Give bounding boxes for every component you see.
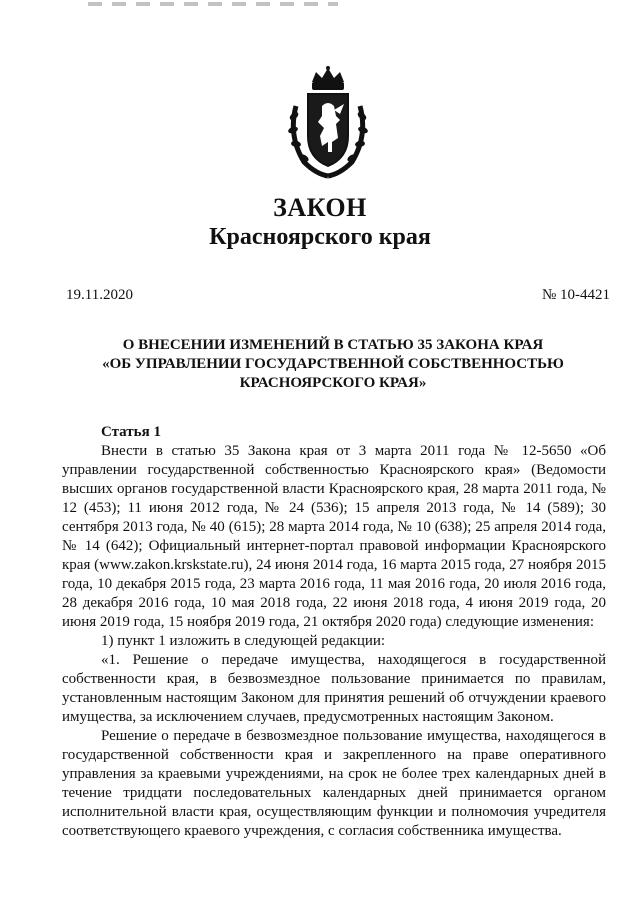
coat-of-arms-emblem xyxy=(282,66,374,182)
document-title: ЗАКОН xyxy=(273,193,367,222)
body-paragraph: Решение о передаче в безвозмездное пользование имущества, находящегося в государственной собственности края и закрепленного на праве оперативного управления за краевыми учреждениями, на срок не более трех календарных дней в течение тридцати последовательных календарных дней принимается органом исполнительной власти края, осуществляющим функции и полномочия учредителя соответствующего краевого учреждения, с согласия собственника имущества. xyxy=(62,728,606,839)
heading-line: О ВНЕСЕНИИ ИЗМЕНЕНИЙ В СТАТЬЮ 35 ЗАКОНА КРАЯ xyxy=(122,337,544,353)
body-paragraph: Внести в статью 35 Закона края от 3 марта 2011 года № 12-5650 «Об управлении государственной собственностью Красноярского края» (Ведомости высших органов государственной власти Красноярского края, 28 марта 2011 года, № 12 (453); 11 июня 2012 года, № 24 (536); 15 апреля 2013 года, № 14 (589); 30 сентября 2013 года, № 40 (615); 28 марта 2014 года, № 10 (638); 25 апреля 2014 года, № 14 (642); Официальный интернет-портал правовой информации Красноярского края (www.zakon.krskstate.ru), 24 июня 2014 года, 16 марта 2015 года, 27 ноября 2015 года, 10 декабря 2015 года, 23 марта 2016 года, 11 мая 2016 года, 20 июля 2016 года, 28 декабря 2016 года, 10 мая 2018 года, 22 июня 2018 года, 4 июня 2019 года, 20 июня 2019 года, 15 ноября 2019 года, 21 октября 2020 года) следующие изменения: xyxy=(62,443,606,630)
body-paragraph: 1) пункт 1 изложить в следующей редакции: xyxy=(101,633,386,649)
heading-line: «ОБ УПРАВЛЕНИИ ГОСУДАРСТВЕННОЙ СОБСТВЕННОСТЬЮ xyxy=(102,356,564,372)
body-paragraph: «1. Решение о передаче имущества, находящегося в государственной собственности края, в безвозмездное пользование принимается по правилам, установленным настоящим Законом для принятия решений об отчуждении краевого имущества, за исключением случаев, предусмотренных настоящим Законом. xyxy=(62,652,606,725)
document-subtitle: Красноярского края xyxy=(209,224,431,250)
article-label: Статья 1 xyxy=(101,424,161,440)
document-number: № 10-4421 xyxy=(541,287,610,303)
heading-line: КРАСНОЯРСКОГО КРАЯ» xyxy=(239,375,427,391)
document-date: 19.11.2020 xyxy=(66,287,133,303)
document-body xyxy=(62,442,606,841)
law-heading xyxy=(60,336,606,393)
scan-artifact xyxy=(88,2,338,6)
